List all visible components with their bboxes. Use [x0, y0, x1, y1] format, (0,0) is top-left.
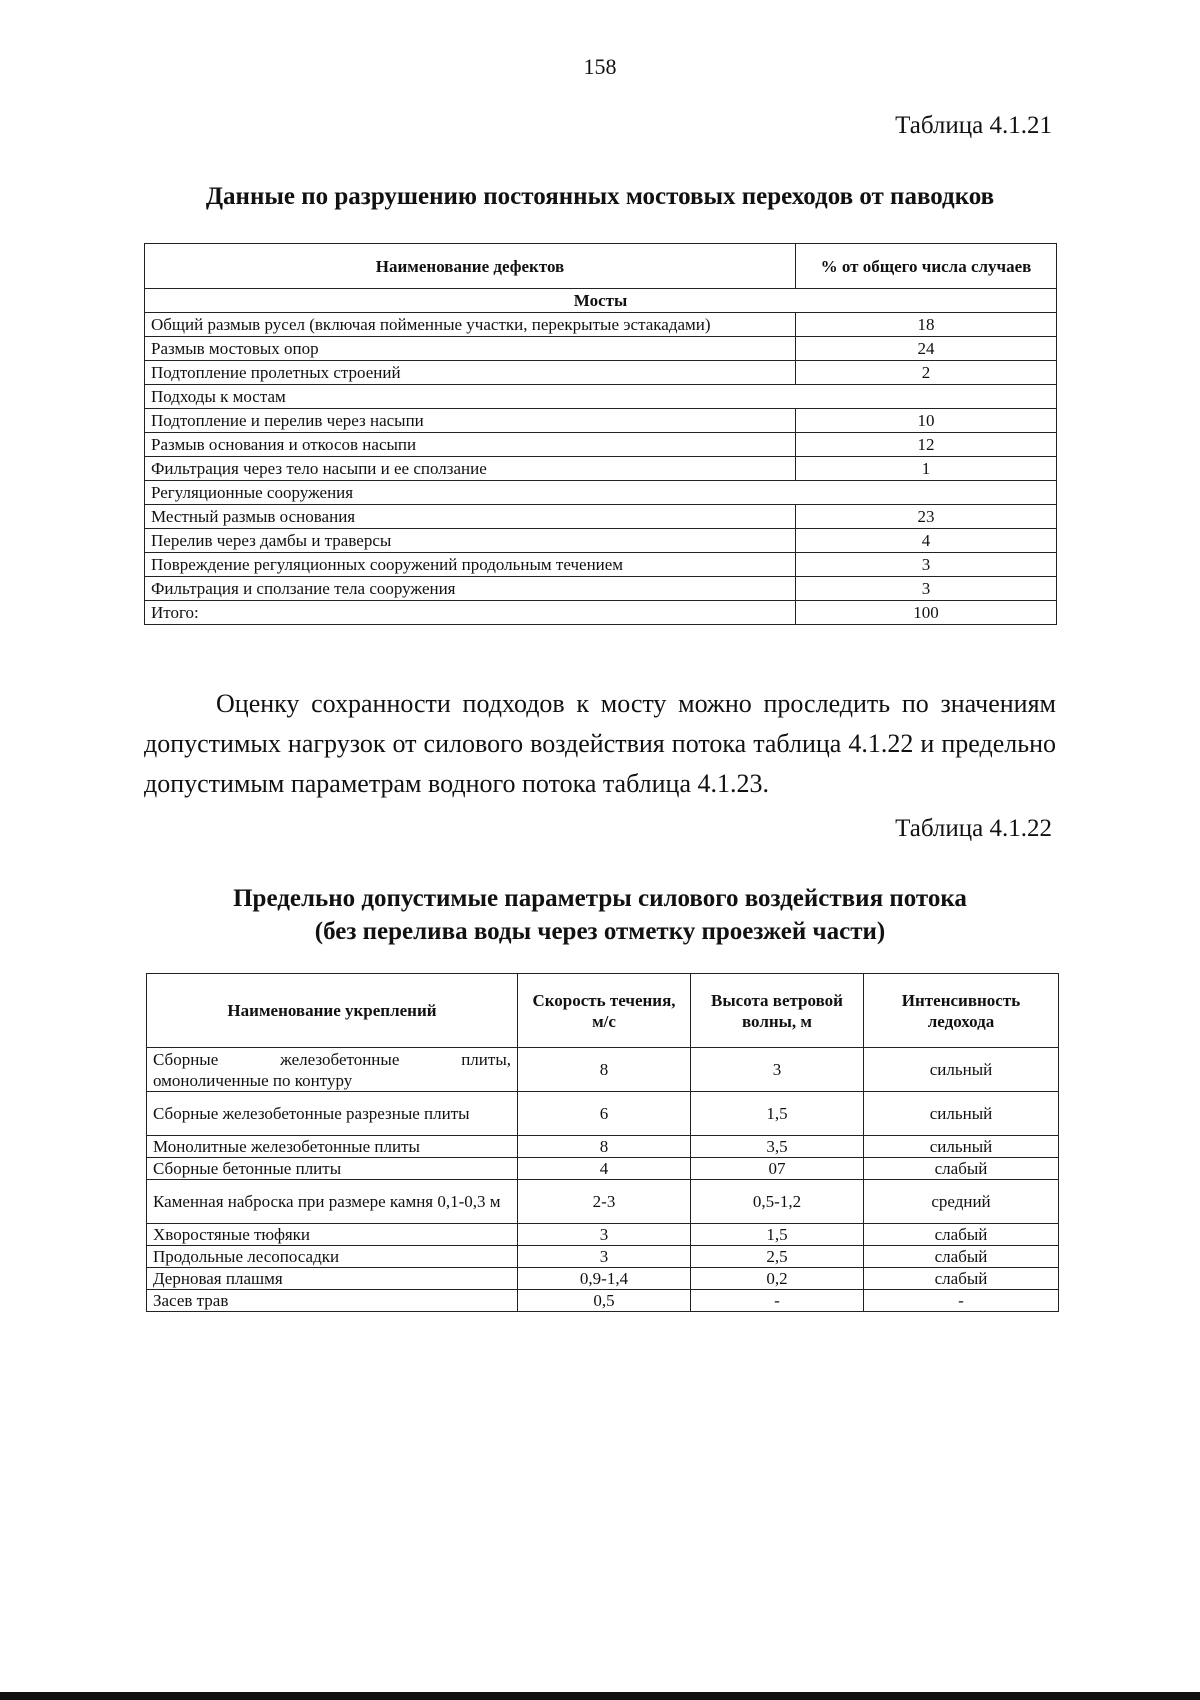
- wave-height: -: [691, 1290, 864, 1312]
- table-row: [147, 1136, 1059, 1158]
- defects-table: [144, 243, 1057, 625]
- reinforcement-name: Продольные лесопосадки: [147, 1246, 518, 1268]
- table-row: [145, 481, 1057, 505]
- page-number: 158: [583, 54, 617, 79]
- table-row: [145, 577, 1057, 601]
- reinforcement-name: Хворостяные тюфяки: [147, 1224, 518, 1246]
- reinforcement-name: Сборные бетонные плиты: [147, 1158, 518, 1180]
- flow-speed: 4: [518, 1158, 691, 1180]
- section-header: Подходы к мостам: [145, 385, 1057, 409]
- table-row: [145, 289, 1057, 313]
- percent-value: 24: [796, 337, 1057, 361]
- column-header: % от общего числа случаев: [796, 244, 1057, 289]
- table-row: [145, 433, 1057, 457]
- table-row: [145, 553, 1057, 577]
- wave-height: 1,5: [691, 1092, 864, 1136]
- wave-height: 0,2: [691, 1268, 864, 1290]
- ice-intensity: сильный: [864, 1136, 1059, 1158]
- defect-name: Подтопление пролетных строений: [145, 361, 796, 385]
- table-row: [145, 409, 1057, 433]
- defect-name: Подтопление и перелив через насыпи: [145, 409, 796, 433]
- flow-speed: 8: [518, 1048, 691, 1092]
- flow-parameters-table: [146, 973, 1059, 1312]
- wave-height: 3,5: [691, 1136, 864, 1158]
- table-row: [147, 1224, 1059, 1246]
- defect-name: Размыв мостовых опор: [145, 337, 796, 361]
- column-header: Интенсивность ледохода: [864, 974, 1059, 1048]
- table-row: [145, 361, 1057, 385]
- table-row: [147, 1158, 1059, 1180]
- table-title: Данные по разрушению постоянных мостовых переходов от паводков: [205, 183, 995, 210]
- table-row: [145, 385, 1057, 409]
- table-row: [147, 1290, 1059, 1312]
- table-row: [147, 1180, 1059, 1224]
- ice-intensity: слабый: [864, 1268, 1059, 1290]
- table-title: [100, 882, 1100, 948]
- table-row: [145, 601, 1057, 625]
- ice-intensity: слабый: [864, 1224, 1059, 1246]
- percent-value: 3: [796, 577, 1057, 601]
- flow-speed: 2-3: [518, 1180, 691, 1224]
- column-header: Высота ветровой волны, м: [691, 974, 864, 1048]
- ice-intensity: слабый: [864, 1158, 1059, 1180]
- defect-name: Перелив через дамбы и траверсы: [145, 529, 796, 553]
- reinforcement-name: Дерновая плашмя: [147, 1268, 518, 1290]
- defect-name: Размыв основания и откосов насыпи: [145, 433, 796, 457]
- flow-speed: 6: [518, 1092, 691, 1136]
- table-row: [145, 505, 1057, 529]
- percent-value: 10: [796, 409, 1057, 433]
- reinforcement-name: Засев трав: [147, 1290, 518, 1312]
- percent-value: 18: [796, 313, 1057, 337]
- flow-speed: 0,5: [518, 1290, 691, 1312]
- table-row: [147, 1092, 1059, 1136]
- reinforcement-name: Монолитные железобетонные плиты: [147, 1136, 518, 1158]
- flow-speed: 3: [518, 1224, 691, 1246]
- flow-speed: 0,9-1,4: [518, 1268, 691, 1290]
- column-header: Наименование дефектов: [145, 244, 796, 289]
- section-header: Регуляционные сооружения: [145, 481, 1057, 505]
- column-header: Скорость течения, м/с: [518, 974, 691, 1048]
- table-row: [145, 313, 1057, 337]
- reinforcement-name: Каменная наброска при размере камня 0,1-0,3 м: [147, 1180, 518, 1224]
- percent-value: 23: [796, 505, 1057, 529]
- wave-height: 2,5: [691, 1246, 864, 1268]
- table-row: [147, 1048, 1059, 1092]
- table-title-line: Предельно допустимые параметры силового воздействия потока: [233, 885, 967, 912]
- defect-name: Повреждение регуляционных сооружений продольным течением: [145, 553, 796, 577]
- wave-height: 1,5: [691, 1224, 864, 1246]
- section-header: Мосты: [145, 289, 1057, 313]
- reinforcement-name: Сборные железобетонные разрезные плиты: [147, 1092, 518, 1136]
- column-header: Наименование укреплений: [147, 974, 518, 1048]
- ice-intensity: сильный: [864, 1092, 1059, 1136]
- table-label: Таблица 4.1.22: [895, 815, 1052, 842]
- percent-value: 12: [796, 433, 1057, 457]
- table-title-line: (без перелива воды через отметку проезжей части): [314, 918, 886, 945]
- percent-value: 3: [796, 553, 1057, 577]
- wave-height: 0,5-1,2: [691, 1180, 864, 1224]
- scan-edge: [0, 1692, 1200, 1700]
- defect-name: Общий размыв русел (включая пойменные участки, перекрытые эстакадами): [145, 313, 796, 337]
- table-label: Таблица 4.1.21: [895, 112, 1052, 139]
- table-row: [145, 529, 1057, 553]
- percent-value: 4: [796, 529, 1057, 553]
- table-row: [147, 1246, 1059, 1268]
- table-row: [147, 1268, 1059, 1290]
- ice-intensity: сильный: [864, 1048, 1059, 1092]
- table-row: [145, 337, 1057, 361]
- defect-name: Фильтрация и сползание тела сооружения: [145, 577, 796, 601]
- percent-value: 100: [796, 601, 1057, 625]
- percent-value: 1: [796, 457, 1057, 481]
- wave-height: 07: [691, 1158, 864, 1180]
- defect-name: Фильтрация через тело насыпи и ее сползание: [145, 457, 796, 481]
- ice-intensity: -: [864, 1290, 1059, 1312]
- wave-height: 3: [691, 1048, 864, 1092]
- flow-speed: 3: [518, 1246, 691, 1268]
- reinforcement-name: Сборные железобетонные плиты, омоноличенные по контуру: [147, 1048, 518, 1092]
- defect-name: Местный размыв основания: [145, 505, 796, 529]
- percent-value: 2: [796, 361, 1057, 385]
- body-paragraph: Оценку сохранности подходов к мосту можно проследить по значениям допустимых нагрузок от силового воздействия потока таблица 4.1.22 и предельно допустимым параметрам водного потока таблица 4.1.23.: [144, 689, 1056, 798]
- table-row: [145, 457, 1057, 481]
- flow-speed: 8: [518, 1136, 691, 1158]
- defect-name: Итого:: [145, 601, 796, 625]
- ice-intensity: слабый: [864, 1246, 1059, 1268]
- ice-intensity: средний: [864, 1180, 1059, 1224]
